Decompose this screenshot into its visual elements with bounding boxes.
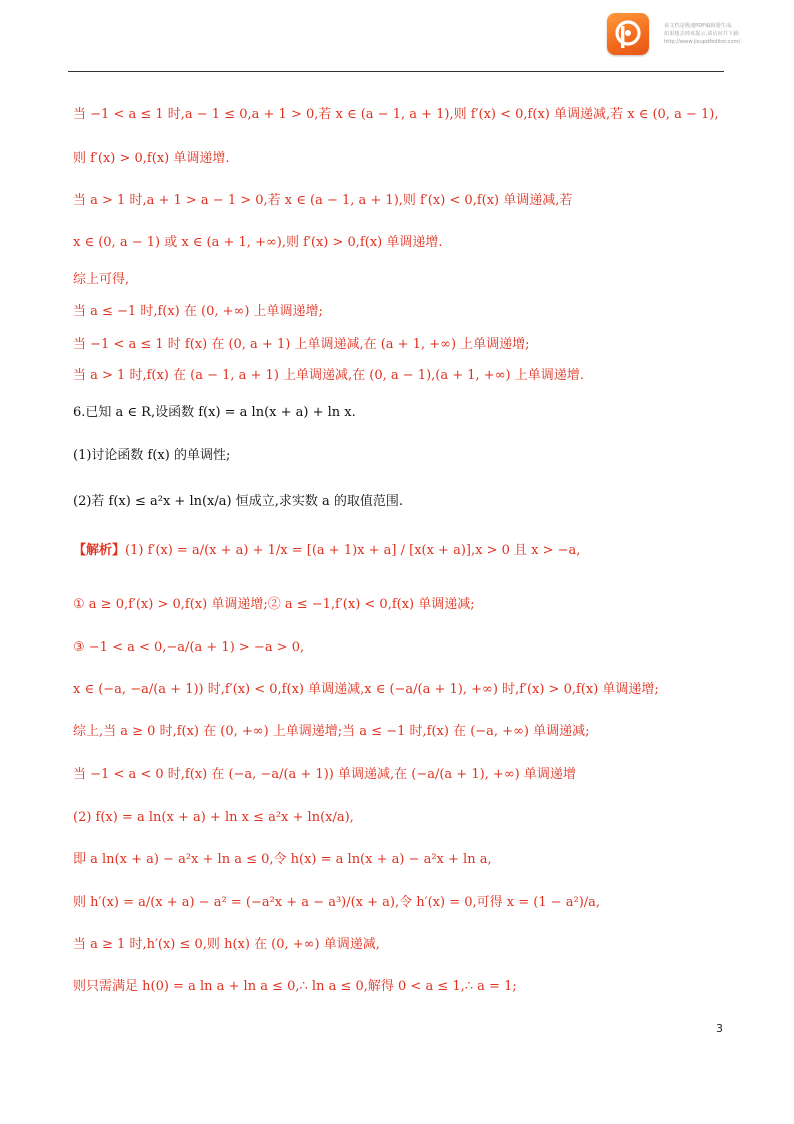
analysis-line: 综上,当 a ≥ 0 时,f(x) 在 (0, +∞) 上单调递增;当 a ≤ −1 时,f(x) 在 (−a, +∞) 单调递减; (73, 724, 590, 739)
solution-line: x ∈ (0, a − 1) 或 x ∈ (a + 1, +∞),则 f′(x) > 0,f(x) 单调递增. (73, 235, 443, 250)
analysis-line: (2) f(x) = a ln(x + a) + ln x ≤ a²x + ln(x/a), (73, 810, 354, 825)
analysis-line: x ∈ (−a, −a/(a + 1)) 时,f′(x) < 0,f(x) 单调递减,x ∈ (−a/(a + 1), +∞) 时,f′(x) > 0,f(x) 单调递增; (73, 682, 659, 697)
solution-line: 则 f′(x) > 0,f(x) 单调递增. (73, 151, 230, 166)
analysis-line: 即 a ln(x + a) − a²x + ln a ≤ 0,令 h(x) = a ln(x + a) − a²x + ln a, (73, 852, 492, 867)
analysis-line-1 (73, 541, 580, 561)
watermark-notice (664, 22, 784, 46)
solution-line: 综上可得, (73, 272, 130, 287)
header-rule (68, 71, 724, 72)
analysis-line: ③ −1 < a < 0,−a/(a + 1) > −a > 0, (73, 640, 305, 655)
solution-line: 当 −1 < a ≤ 1 时,a − 1 ≤ 0,a + 1 > 0,若 x ∈ (a − 1, a + 1),则 f′(x) < 0,f(x) 单调递减,若 x ∈ (0, a − 1), (73, 107, 719, 122)
solution-line: 当 a > 1 时,a + 1 > a − 1 > 0,若 x ∈ (a − 1, a + 1),则 f′(x) < 0,f(x) 单调递减,若 (73, 193, 573, 208)
analysis-line: ① a ≥ 0,f′(x) > 0,f(x) 单调递增;② a ≤ −1,f′(x) < 0,f(x) 单调递减; (73, 597, 475, 612)
watermark-url: http://www.jisupdfeditor.com/ (664, 39, 741, 45)
question-6: 6.已知 a ∈ R,设函数 f(x) = a ln(x + a) + ln x. (73, 405, 356, 420)
analysis-line: 则只需满足 h(0) = a ln a + ln a ≤ 0,∴ ln a ≤ 0,解得 0 < a ≤ 1,∴ a = 1; (73, 979, 517, 994)
analysis-tag: 【解析】 (73, 543, 126, 558)
pdf-editor-logo-icon (607, 13, 649, 55)
solution-line: 当 a > 1 时,f(x) 在 (a − 1, a + 1) 上单调递减,在 (0, a − 1),(a + 1, +∞) 上单调递增. (73, 368, 584, 383)
page-number: 3 (716, 1022, 723, 1035)
solution-line: 当 −1 < a ≤ 1 时 f(x) 在 (0, a + 1) 上单调递减,在 (a + 1, +∞) 上单调递增; (73, 337, 530, 352)
analysis-text: (1) f′(x) = a/(x + a) + 1/x = [(a + 1)x + a] / [x(x + a)],x > 0 且 x > −a, (125, 543, 581, 558)
solution-line: 当 a ≤ −1 时,f(x) 在 (0, +∞) 上单调递增; (73, 304, 323, 319)
analysis-line: 则 h′(x) = a/(x + a) − a² = (−a²x + a − a³)/(x + a),令 h′(x) = 0,可得 x = (1 − a²)/a, (73, 895, 601, 910)
watermark-line: 该文档是极速PDF编辑器生成, (664, 23, 733, 29)
analysis-line: 当 a ≥ 1 时,h′(x) ≤ 0,则 h(x) 在 (0, +∞) 单调递减, (73, 937, 380, 952)
watermark-line: 如果想去掉该提示,请访问并下载: (664, 31, 741, 37)
question-6-part-2: (2)若 f(x) ≤ a²x + ln(x/a) 恒成立,求实数 a 的取值范围. (73, 494, 403, 509)
analysis-line: 当 −1 < a < 0 时,f(x) 在 (−a, −a/(a + 1)) 单调递减,在 (−a/(a + 1), +∞) 单调递增 (73, 767, 576, 782)
question-6-part-1: (1)讨论函数 f(x) 的单调性; (73, 448, 231, 463)
